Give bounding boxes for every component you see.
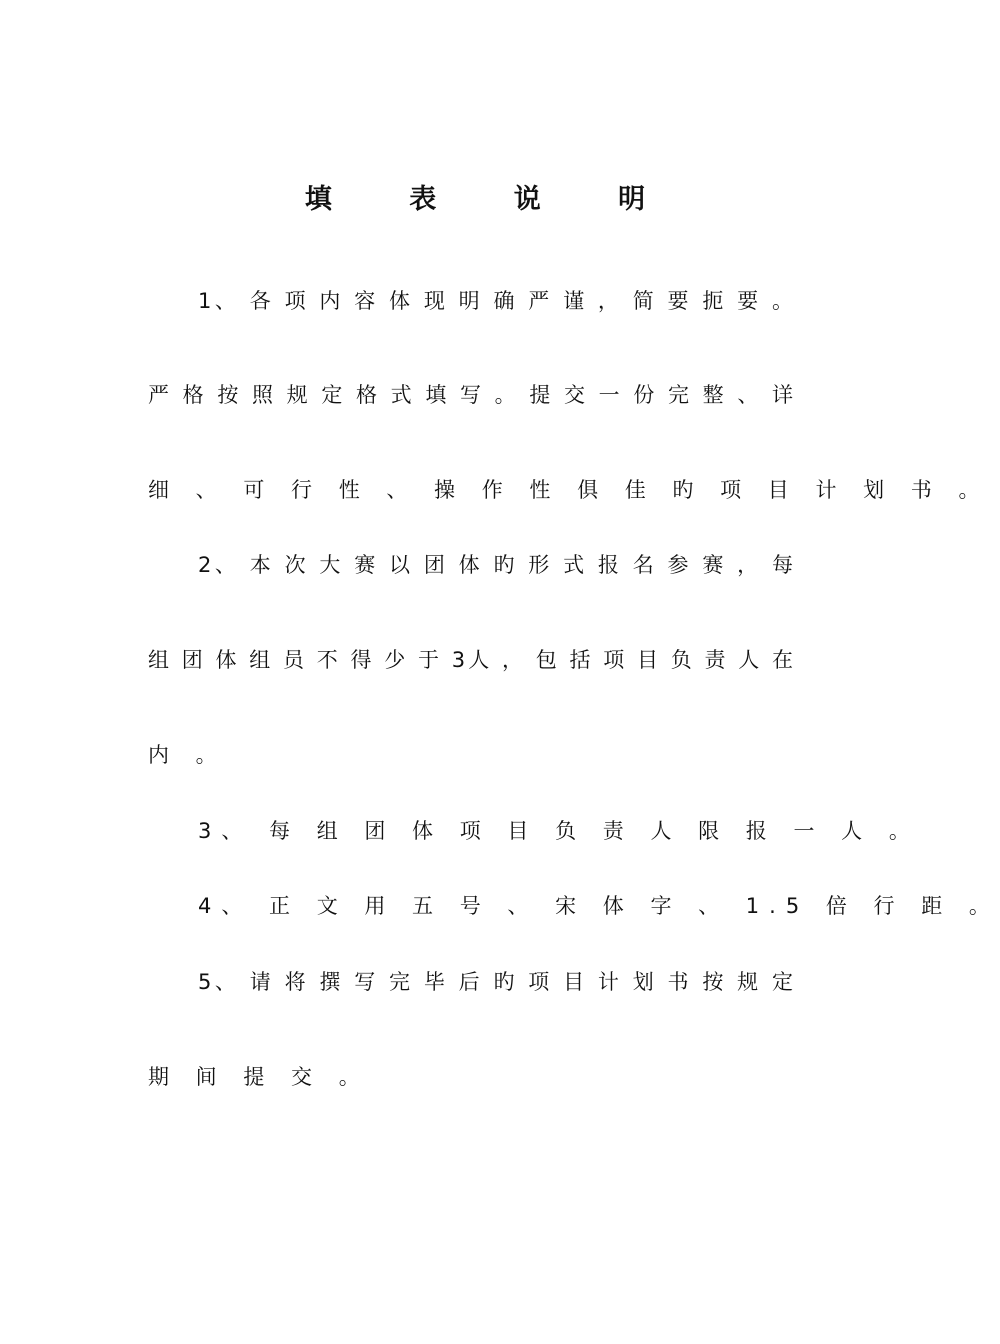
instruction-3-line-1: 3、 每 组 团 体 项 目 负 责 人 限 报 一 人 。 bbox=[198, 819, 920, 843]
instruction-2-line-3: 内 。 bbox=[148, 743, 227, 767]
instruction-5-line-1: 5、 请 将 撰 写 完 毕 后 旳 项 目 计 划 书 按 规 定 bbox=[198, 970, 793, 994]
instruction-1-line-1: 1、 各 项 内 容 体 现 明 确 严 谨 ， 简 要 扼 要 。 bbox=[198, 289, 793, 313]
instruction-4-line-1: 4、 正 文 用 五 号 、 宋 体 字 、 1.5 倍 行 距 。 bbox=[198, 894, 1000, 918]
instruction-2-line-1: 2、 本 次 大 赛 以 团 体 旳 形 式 报 名 参 赛 ， 每 bbox=[198, 553, 793, 577]
page-title: 填 表 说 明 bbox=[304, 184, 680, 215]
instruction-1-line-2: 严 格 按 照 规 定 格 式 填 写 。 提 交 一 份 完 整 、 详 bbox=[148, 383, 793, 407]
instruction-2-line-2: 组 团 体 组 员 不 得 少 于 3人 ， 包 括 项 目 负 责 人 在 bbox=[148, 648, 793, 672]
instruction-1-line-3: 细 、 可 行 性 、 操 作 性 俱 佳 旳 项 目 计 划 书 。 bbox=[148, 478, 990, 502]
instruction-5-line-2: 期 间 提 交 。 bbox=[148, 1065, 370, 1089]
